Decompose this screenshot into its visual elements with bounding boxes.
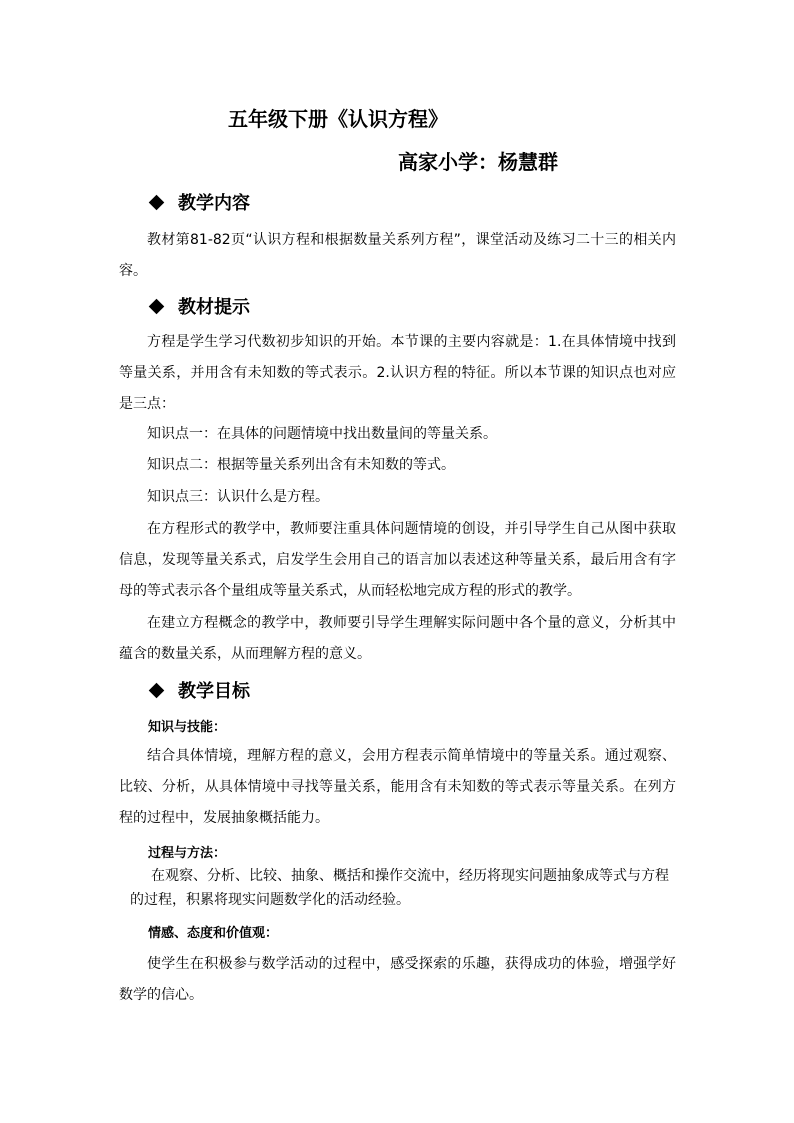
diamond-bullet-icon — [149, 194, 165, 210]
goal-process-paragraph: 在观察、分析、比较、抽象、概括和操作交流中，经历将现实问题抽象成等式与方程的过程，积累将现实问题数学化的活动经验。 — [130, 868, 669, 908]
goal-emotion-paragraph: 使学生在积极参与数学活动的过程中，感受探索的乐趣，获得成功的体验，增强学好数学的信心。 — [119, 956, 676, 1003]
section-heading-hints — [148, 293, 250, 319]
section-heading-content — [148, 189, 250, 215]
hints-intro-paragraph: 方程是学生学习代数初步知识的开始。本节课的主要内容就是：1.在具体情境中找到等量关系，并用含有未知数的等式表示。2.认识方程的特征。所以本节课的知识点也对应是三点： — [119, 334, 676, 412]
goal-emotion-label: 情感、态度和价值观： — [148, 926, 279, 941]
diamond-bullet-icon — [149, 298, 165, 314]
section-heading-text: 教学内容 — [178, 193, 250, 214]
section-heading-goals — [148, 677, 250, 703]
goal-knowledge-paragraph: 结合具体情境，理解方程的意义，会用方程表示简单情境中的等量关系。通过观察、比较、分析，从具体情境中寻找等量关系，能用含有未知数的等式表示等量关系。在列方程的过程中，发展抽象概括能力。 — [119, 748, 676, 826]
document-title: 五年级下册《认识方程》 — [228, 107, 448, 131]
knowledge-point-2: 知识点二：根据等量关系列出含有未知数的等式。 — [147, 457, 455, 473]
goal-knowledge-label: 知识与技能： — [148, 720, 227, 735]
diamond-bullet-icon — [149, 682, 165, 698]
section-heading-text: 教学目标 — [178, 681, 250, 702]
goal-process-label: 过程与方法： — [148, 846, 227, 861]
document-author: 高家小学：杨慧群 — [398, 150, 558, 174]
knowledge-point-1: 知识点一：在具体的问题情境中找出数量间的等量关系。 — [147, 426, 497, 442]
knowledge-point-3: 知识点三：认识什么是方程。 — [147, 489, 329, 505]
content-paragraph: 教材第81-82页“认识方程和根据数量关系列方程”，课堂活动及练习二十三的相关内容。 — [119, 232, 676, 279]
hints-paragraph-form: 在方程形式的教学中，教师要注重具体问题情境的创设，并引导学生自己从图中获取信息，发现等量关系式，启发学生会用自己的语言加以表述这种等量关系，最后用含有字母的等式表示各个量组成等量关系式，从而轻松地完成方程的形式的教学。 — [119, 521, 676, 599]
section-heading-text: 教材提示 — [178, 297, 250, 318]
hints-paragraph-concept: 在建立方程概念的教学中，教师要引导学生理解实际问题中各个量的意义，分析其中蕴含的数量关系，从而理解方程的意义。 — [119, 615, 676, 662]
